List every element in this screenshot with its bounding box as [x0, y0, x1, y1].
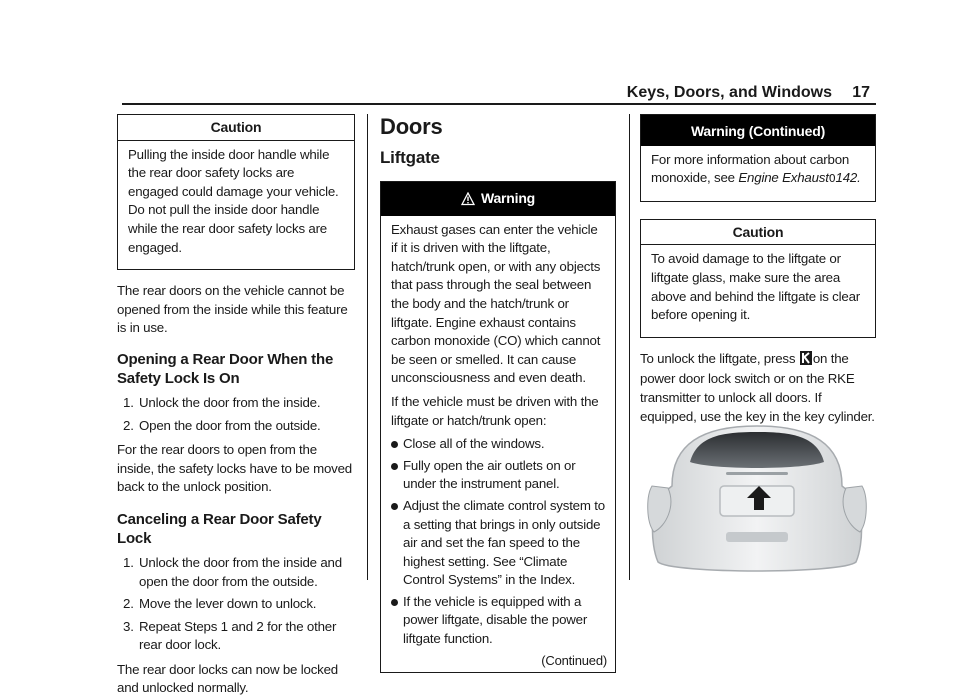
- column-1: [117, 114, 355, 698]
- subsection-title: Liftgate: [380, 148, 440, 167]
- canceling-steps: [117, 554, 355, 655]
- list-item: Fully open the air outlets on or under the instrument panel.: [391, 457, 607, 494]
- list-item: 1. Unlock the door from the inside and open the door from the outside.: [123, 554, 342, 589]
- opening-heading: Opening a Rear Door When the Safety Lock Is On: [117, 350, 334, 387]
- list-item: 2. Open the door from the outside.: [123, 417, 321, 433]
- warning-continued-text: For more information about carbon monoxide, see Engine Exhaust0142.: [651, 151, 861, 186]
- key-lock-icon: [800, 351, 812, 371]
- list-item: 2. Move the lever down to unlock.: [123, 596, 317, 612]
- page-ref: 142.: [835, 170, 861, 186]
- continued-label: (Continued): [541, 652, 607, 668]
- column-3: [640, 114, 876, 426]
- unlock-paragraph: To unlock the liftgate, press on the power door lock switch or on the RKE transmitter to unlock all doors. If equipped, use the key in the key cylinder.: [640, 350, 875, 424]
- warning-title: Warning: [480, 190, 536, 206]
- caution-text: Pulling the inside door handle while the rear door safety locks are engaged could damage your vehicle. Do not pull the inside door handle while the rear door safety locks are engaged.: [128, 146, 339, 255]
- page-number: 17: [852, 84, 870, 101]
- column-divider: [367, 114, 368, 580]
- header-rule: [122, 103, 876, 105]
- warning-continued-title: Warning (Continued): [641, 115, 875, 146]
- caution-text-2: To avoid damage to the liftgate or liftgate glass, make sure the area above and behind the liftgate is clear before opening it.: [651, 251, 860, 323]
- caution-box-2: [640, 219, 876, 338]
- closing-paragraph: The rear door locks can now be locked and unlocked normally.: [117, 661, 338, 696]
- page-ref-arrow: 0: [828, 172, 836, 186]
- caution-title: Caution: [118, 115, 354, 141]
- opening-steps: [117, 394, 355, 435]
- cross-reference-link[interactable]: Engine Exhaust: [738, 170, 829, 186]
- warning-box: [380, 181, 616, 673]
- page-header: [122, 84, 876, 104]
- warning-header: [381, 182, 615, 216]
- liftgate-rear-view-illustration: [642, 424, 872, 584]
- warning-triangle-icon: [461, 192, 475, 211]
- column-2: [380, 114, 616, 673]
- warning-continued-box: [640, 114, 876, 202]
- list-item: 3. Repeat Steps 1 and 2 for the other rear door lock.: [123, 618, 337, 653]
- warning-bullets: [391, 435, 607, 649]
- section-title: Doors: [380, 114, 443, 139]
- warning-para2: If the vehicle must be driven with the liftgate or hatch/trunk open:: [391, 393, 599, 428]
- list-item: Adjust the climate control system to a setting that brings in only outside air and set the fan speed to the highest setting. See “Climate Control Systems” in the Index.: [391, 497, 607, 590]
- canceling-heading: Canceling a Rear Door Safety Lock: [117, 510, 322, 547]
- list-item: 1. Unlock the door from the inside.: [123, 394, 321, 410]
- header-title: Keys, Doors, and Windows: [626, 84, 832, 101]
- note-paragraph: For the rear doors to open from the inside, the safety locks have to be moved back to the unlock position.: [117, 442, 352, 495]
- column-divider: [629, 114, 630, 580]
- caution-box: [117, 114, 355, 270]
- list-item: If the vehicle is equipped with a power liftgate, disable the power liftgate function.: [391, 593, 607, 649]
- intro-paragraph: The rear doors on the vehicle cannot be opened from the inside while this feature is in use.: [117, 283, 348, 336]
- list-item: Close all of the windows.: [391, 435, 607, 454]
- warning-para1: Exhaust gases can enter the vehicle if it is driven with the liftgate, hatch/trunk open, or with any objects that pass through the seal between the body and the hatch/trunk or liftgate. Engine exhaust contains carbon monoxide (CO) which cannot be seen or smelled. It can cause unconsciousness and even death.: [391, 221, 601, 386]
- caution-title-2: Caution: [641, 220, 875, 246]
